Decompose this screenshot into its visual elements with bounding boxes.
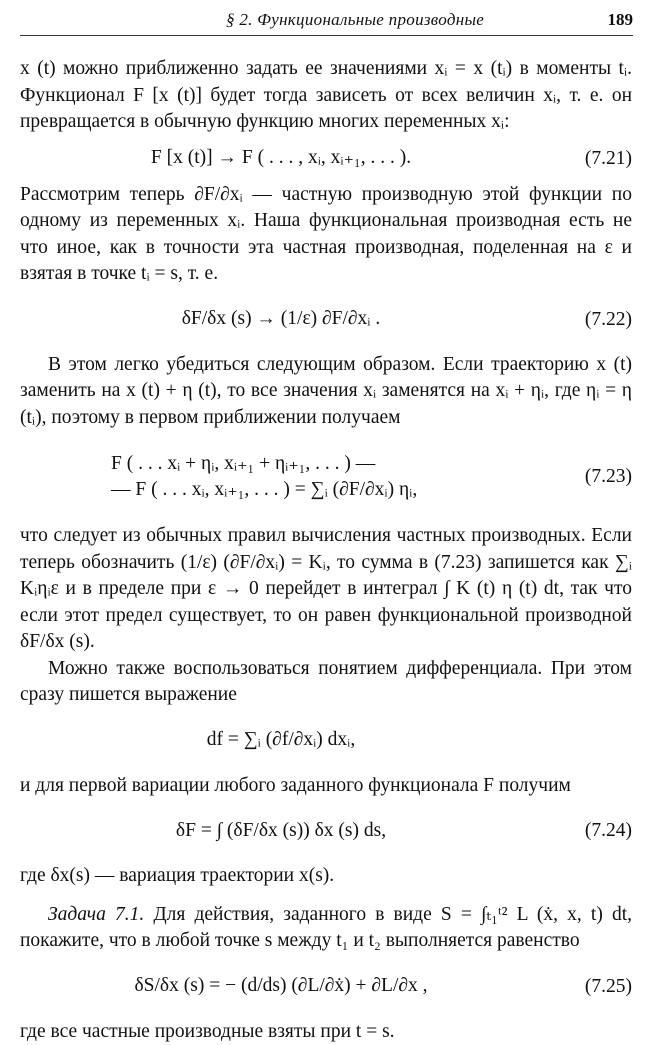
equation-df [20, 713, 632, 769]
equation-7-22-body: δF/δx (s) → (1/ε) ∂F/∂xᵢ . [182, 306, 381, 333]
equation-7-23 [20, 435, 632, 519]
paragraph-2: Рассмотрим теперь ∂F/∂xᵢ — частную производную этой функции по одному из переменных xᵢ. Наша функциональная производная есть не что иное, как в точности эта частная производная, поделенная на ε и взятая в точке tᵢ = s, т. е. [20, 182, 632, 288]
page-body [20, 56, 632, 1045]
paragraph-7: где δx(s) — вариация траектории x(s). [20, 863, 632, 890]
task-label: Задача 7.1. [48, 904, 144, 925]
equation-7-24-number: (7.24) [585, 818, 632, 845]
equation-7-22-number: (7.22) [585, 306, 632, 333]
equation-7-24-body: δF = ∫ (δF/δx (s)) δx (s) ds, [176, 818, 386, 845]
equation-7-25-body: δS/δx (s) = − (d/ds) (∂L/∂ẋ) + ∂L/∂x , [134, 973, 427, 1000]
equation-7-23-number: (7.23) [585, 464, 632, 491]
paragraph-4: что следует из обычных правил вычисления частных производных. Если теперь обозначить (1/ε) (∂F/∂xᵢ) = Kᵢ, то сумма в (7.23) запишется как ∑ᵢ Kᵢηᵢε и в пределе при ε → 0 перейдет в интеграл ∫ K (t) η (t) dt, так что если этот предел существует, то он равен функциональной производной δF/δx (s). [20, 523, 632, 656]
paragraph-6: и для первой вариации любого заданного функционала F получим [20, 773, 632, 800]
paragraph-1: x (t) можно приближенно задать ее значениями xᵢ = x (tᵢ) в моменты tᵢ. Функционал F [x (t)] будет тогда зависеть от всех величин xᵢ, т. е. он превращается в обычную функцию многих переменных xᵢ: [20, 56, 632, 136]
page-header [0, 10, 651, 36]
running-title: § 2. Функциональные производные [226, 10, 484, 30]
equation-7-22 [20, 292, 632, 348]
paragraph-8: где все частные производные взяты при t = s. [20, 1019, 632, 1045]
equation-7-23-line-1: F ( . . . xᵢ + ηᵢ, xᵢ₊₁ + ηᵢ₊₁, . . . ) — [111, 451, 451, 478]
equation-7-23-line-2: — F ( . . . xᵢ, xᵢ₊₁, . . . ) = ∑ᵢ (∂F/∂xᵢ) ηᵢ, [111, 477, 451, 504]
equation-7-25-number: (7.25) [585, 973, 632, 1000]
task-7-1 [20, 902, 632, 955]
header-rule [20, 35, 633, 36]
equation-7-21-number: (7.21) [585, 145, 632, 172]
equation-7-24 [20, 803, 632, 859]
equation-7-21-body: F [x (t)] → F ( . . . , xᵢ, xᵢ₊₁, . . . ). [151, 145, 411, 172]
task-text: Для действия, заданного в виде S = ∫ₜ₁ᵗ² L (ẋ, x, t) dt, покажите, что в любой точке s между t₁ и t₂ выполняется равенство [20, 904, 632, 952]
equation-7-21 [20, 140, 632, 178]
page-number: 189 [608, 10, 634, 30]
equation-7-25 [20, 959, 632, 1015]
equation-df-body: df = ∑ᵢ (∂f/∂xᵢ) dxᵢ, [207, 727, 356, 754]
paragraph-5: Можно также воспользоваться понятием дифференциала. При этом сразу пишется выражение [20, 656, 632, 709]
paragraph-3: В этом легко убедиться следующим образом. Если траекторию x (t) заменить на x (t) + η (t), то все значения xᵢ заменятся на xᵢ + ηᵢ, где ηᵢ = η (tᵢ), поэтому в первом приближении получаем [20, 352, 632, 432]
